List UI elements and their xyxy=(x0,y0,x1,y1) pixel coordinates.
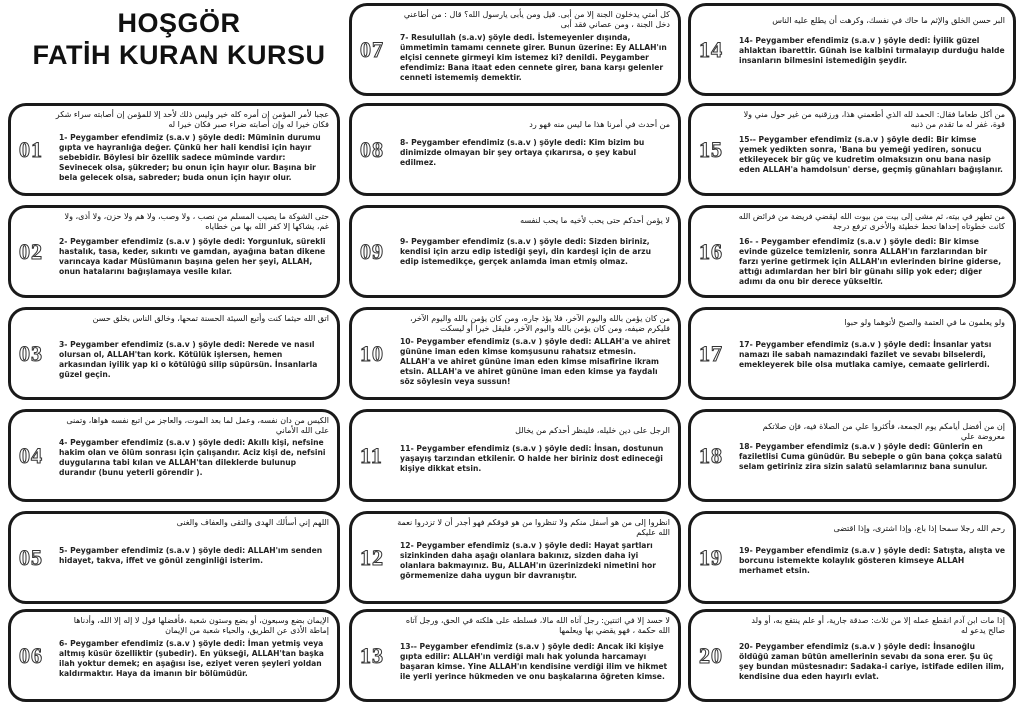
hadith-card-09 xyxy=(349,205,681,298)
hadith-card-03 xyxy=(8,307,340,400)
translation-text: 13-- Peygamber efendimiz (s.a.v ) şöyle dedi: Ancak iki kişiye gıpta edilir: ALLAH'ın verdiği malı hak yolunda harcamayı başaran kimse. Yine ALLAH'ın kendisine verdiği ilim ve hikmet ile yerli yerince hükmeden ve onu başkalarına öğreten kimse. xyxy=(400,642,668,681)
translation-text: 8- Peygamber efendimiz (s.a.v ) şöyle dedi: Kim bizim bu dinimizde olmayan bir şey ortaya çıkarırsa, o şey kabul edilmez. xyxy=(400,138,645,167)
hadith-card-16 xyxy=(688,205,1016,298)
hadith-card-13 xyxy=(349,609,681,702)
translation-text: 16- - Peygamber efendimiz (s.a.v ) şöyle dedi: Bir kimse evinde güzelce temizlenir, sonra ALLAH'ın farzlarından bir farzı yerine getirmek için ALLAH'ın evlerinden birine giderse, attığı adımlardan her biri bir günahı silip yok eder; diğer adımı da onu bir derece yükseltir. xyxy=(739,237,1002,286)
arabic-text: لا يؤمن أحدكم حتى يحب لأخيه ما يحب لنفسه xyxy=(520,216,670,225)
translation-text: 11- Peygamber efendimiz (s.a.v ) şöyle dedi: İnsan, dostunun yaşayış tarzından etkilenir. O halde her biriniz dost edineceği kişiye dikkat etsin. xyxy=(400,444,664,473)
course-title-line1: HOŞGÖR xyxy=(117,8,241,38)
translation-text: 14- Peygamber efendimiz (s.a.v ) şöyle dedi: İyilik güzel ahlaktan ibarettir. Günah ise kalbini tırmalayıp durduğu halde insanların bilmesini istemediğin şeydir. xyxy=(739,36,1005,65)
card-number: 17 xyxy=(699,340,723,366)
hadith-card-01 xyxy=(8,103,340,196)
arabic-text: انظروا إلى من هو أسفل منكم ولا تنظروا من هو فوقكم فهو أجدر أن لا تزدروا نعمة الله عليكم xyxy=(397,518,670,537)
card-number: 01 xyxy=(19,136,43,162)
card-number: 14 xyxy=(699,36,723,62)
hadith-card-18 xyxy=(688,409,1016,502)
course-title-line2: FATİH KURAN KURSU xyxy=(32,40,326,70)
arabic-text: إن من أفضل أيامكم يوم الجمعة، فأكثروا علي من الصلاة فيه، فإن صلاتكم معروضة علي xyxy=(762,422,1005,441)
card-number: 09 xyxy=(360,238,384,264)
arabic-text: لا حسد إلا في اثنتين: رجل آتاه الله مالا، فسلطه على هلكته في الحق، ورجل آتاه الله حكمة ، فهو يقضي بها ويعلمها xyxy=(405,616,670,635)
hadith-card-02 xyxy=(8,205,340,298)
translation-text: 2- Peygamber efendimiz (s.a.v ) şöyle dedi: Yorgunluk, sürekli hastalık, tasa, keder, sıkıntı ve gamdan, ayağına batan dikene varıncaya kadar Müslümanın başına gelen her şeyi, ALLAH, onun hatalarını bağışlamaya vesile kılar. xyxy=(59,237,326,276)
arabic-text: الكيس من دان نفسه، وعمل لما بعد الموت، والعاجز من اتبع نفسه هواها، وتمنى على الله الأماني xyxy=(66,416,329,435)
hadith-card-15 xyxy=(688,103,1016,196)
card-number: 04 xyxy=(19,442,43,468)
card-number: 08 xyxy=(360,136,384,162)
hadith-card-11 xyxy=(349,409,681,502)
arabic-text: الإيمان بضع وسبعون، أو بضع وستون شعبة ،فأفضلها قول لا إله إلا الله، وأدناها إماطة الأذى عن الطريق، والحياء شعبة من الإيمان xyxy=(73,616,329,635)
arabic-text: حتى الشوكة ما يصيب المسلم من نصب ، ولا وصب، ولا هم ولا حزن، ولا أذى، ولا غم، يشاكها إلا كفر الله بها من خطاياه xyxy=(64,212,329,231)
hadith-card-07 xyxy=(349,3,681,96)
hadith-card-10 xyxy=(349,307,681,400)
card-number: 12 xyxy=(360,544,384,570)
hadith-card-19 xyxy=(688,511,1016,604)
hadith-card-14 xyxy=(688,3,1016,96)
card-number: 10 xyxy=(360,340,384,366)
translation-text: 1- Peygamber efendimiz (s.a.v ) şöyle dedi: Müminin durumu gıpta ve hayranlığa değer. Çünkü her hali kendisi için hayır sebebidir. Böylesi bir özellik sadece müminde vardır: Sevinecek olsa, şükreder; bu onun için hayır olur. Başına bir bela gelecek olsa, sabreder; buda onun için hayır olur. xyxy=(59,133,321,182)
arabic-text: اتق الله حيثما كنت وأتبع السيئة الحسنة تمحها، وخالق الناس بخلق حسن xyxy=(92,314,329,323)
hadith-card-20 xyxy=(688,609,1016,702)
arabic-text: من أكل طعاما فقال: الحمد لله الذي أطعمني هذا، ورزقنيه من غير حول مني ولا قوة، غفر له ما تقدم من ذنبه xyxy=(743,110,1005,129)
card-number: 20 xyxy=(699,642,723,668)
translation-text: 4- Peygamber efendimiz (s.a.v ) şöyle dedi: Akıllı kişi, nefsine hakim olan ve ölüm sonrası için çalışandır. Aciz kişi de, nefsini duygularına tabi kılan ve ALLAH'tan dileklerde bulunup durandır (bunu yeterli görendir ). xyxy=(59,438,326,477)
arabic-text: ولو يعلمون ما في العتمة والصبح لأتوهما ولو حبوا xyxy=(844,318,1005,327)
arabic-text: من تطهر في بيته، ثم مشى إلى بيت من بيوت الله ليقضي فريضة من فرائض الله كانت خطوتاه إحداها تحط خطيئة والأخرى ترفع درجة xyxy=(738,212,1005,231)
card-number: 18 xyxy=(699,442,723,468)
translation-text: 17- Peygamber efendimiz (s.a.v ) şöyle dedi: İnsanlar yatsı namazı ile sabah namazındaki fazilet ve sevabı bilselerdi, emekleyerek bile olsa mutlaka camiye, cemaate gelirlerdi. xyxy=(739,340,992,369)
hadith-card-05 xyxy=(8,511,340,604)
card-number: 11 xyxy=(360,442,383,468)
card-number: 16 xyxy=(699,238,723,264)
card-number: 19 xyxy=(699,544,723,570)
arabic-text: عجبا لأمر المؤمن إن أمره كله خير وليس ذلك لأحد إلا للمؤمن إن أصابته سراء شكر فكان خيرا له وإن أصابته ضراء صبر فكان خيرا له xyxy=(55,110,329,129)
card-number: 03 xyxy=(19,340,43,366)
hadith-card-08 xyxy=(349,103,681,196)
arabic-text: البر حسن الخلق والإثم ما حاك في نفسك، وكرهت أن يطلع عليه الناس xyxy=(772,16,1005,25)
translation-text: 15-- Peygamber efendimiz (s.a.v ) şöyle dedi: Bir kimse yemek yedikten sonra, 'Bana bu yemeği yediren, sonucu etkileyecek bir güç ve kudretim olmaksızın onu bana nasip eden ALLAH'a hamdolsun' derse, geçmiş günahları bağışlanır. xyxy=(739,135,1003,174)
translation-text: 19- Peygamber efendimiz (s.a.v ) şöyle dedi: Satışta, alışta ve borcunu istemekte kolaylık gösteren kimseye ALLAH merhamet etsin. xyxy=(739,546,1006,575)
card-number: 02 xyxy=(19,238,43,264)
translation-text: 10- Peygamber efendimiz (s.a.v ) şöyle dedi: ALLAH'a ve ahiret gününe iman eden kimse komşusunu rahatsız etmesin. ALLAH'a ve ahiret gününe iman eden kimse misafirine ikram etsin. ALLAH'a ve ahiret gününe iman eden kimse ya faydalı söz söylesin veya sussun! xyxy=(400,337,671,386)
hadith-card-17 xyxy=(688,307,1016,400)
hadith-card-04 xyxy=(8,409,340,502)
translation-text: 6- Peygamber efendimiz (s.a.v ) şöyle dedi: İman yetmiş veya altmış küsür özelliktir (şubedir). En yükseği, ALLAH'tan başka ilah yoktur demek; en aşağısı ise, eziyet veren şeyleri yoldan kaldırmaktır. Haya da imanın bir bölümüdür. xyxy=(59,639,324,678)
translation-text: 7- Resulullah (s.a.v) şöyle dedi. İstemeyenler dışında, ümmetimin tamamı cennete girer. Bunun üzerine: Ey ALLAH'ın elçisi cennete girmeyi kim istemez ki? denildi. Peygamber efendimiz: Bana itaat eden cennete girer, bana karşı gelenler cenneti istememiş demektir. xyxy=(400,33,667,82)
translation-text: 9- Peygamber efendimiz (s.a.v ) şöyle dedi: Sizden biriniz, kendisi için arzu edip istediği şeyi, din kardeşi için de arzu edip istemedikçe, gerçek anlamda iman etmiş olmaz. xyxy=(400,237,651,266)
card-number: 05 xyxy=(19,544,43,570)
arabic-text: من كان يؤمن بالله واليوم الآخر، فلا يؤذ جاره، ومن كان يؤمن بالله واليوم الآخر، فليكرم ضيفه، ومن كان يؤمن بالله واليوم الآخر، فليقل خيرا أو ليسكت xyxy=(409,314,670,333)
card-number: 13 xyxy=(360,642,384,668)
translation-text: 20- Peygamber efendimiz (s.a.v ) şöyle dedi: İnsanoğlu öldüğü zaman bütün amellerinin sevabı da sona erer. Şu üç şey bundan müstesnadır: Sadaka-i cariye, istifade edilen ilim, kendisine dua eden hayırlı evlat. xyxy=(739,642,1005,681)
arabic-text: رحم الله رجلا سمحا إذا باع، وإذا اشترى، وإذا اقتضى xyxy=(833,524,1005,533)
translation-text: 5- Peygamber efendimiz (s.a.v ) şöyle dedi: ALLAH'ım senden hidayet, takva, iffet ve gönül zenginliği isterim. xyxy=(59,546,323,565)
hadith-card-06 xyxy=(8,609,340,702)
card-number: 15 xyxy=(699,136,723,162)
translation-text: 18- Peygamber efendimiz (s.a.v ) şöyle dedi: Günlerin en faziletlisi Cuma günüdür. Bu sebeple o gün bana çokça salatü selam getiriniz zira sizin salatü selamlarınız bana sunulur. xyxy=(739,442,1003,471)
hadith-card-12 xyxy=(349,511,681,604)
arabic-text: من أحدث في أمرنا هذا ما ليس منه فهو رد xyxy=(529,120,670,129)
translation-text: 3- Peygamber efendimiz (s.a.v ) şöyle dedi: Nerede ve nasıl olursan ol, ALLAH'tan kork. Kötülük işlersen, hemen arkasından iyilik yap ki o kötülüğü silip süpürsün. İnsanlarla güzel geçin. xyxy=(59,340,318,379)
card-number: 06 xyxy=(19,642,43,668)
arabic-text: كل أمتي يدخلون الجنة إلا من أبى. قيل ومن يأبى يارسول الله؟ قال : من أطاعني دخل الجنة ، ومن عصاني فقد أبى xyxy=(403,10,670,29)
translation-text: 12- Peygamber efendimiz (s.a.v ) şöyle dedi: Hayat şartları sizinkinden daha aşağı olanlara bakınız, sizden daha iyi olanlara bakmayınız. Bu, ALLAH'ın üzerinizdeki nimetini hor görmemenize daha uygun bir davranıştır. xyxy=(400,541,656,580)
arabic-text: الرجل على دين خليله، فلينظر أحدكم من يخالل xyxy=(515,426,670,435)
card-number: 07 xyxy=(360,36,384,62)
arabic-text: إذا مات ابن آدم انقطع عمله إلا من ثلاث: صدقة جارية، أو علم ينتفع به، أو ولد صالح يدعو له xyxy=(751,616,1005,635)
arabic-text: اللهم إني أسألك الهدى والتقى والعفاف والغنى xyxy=(176,518,329,527)
